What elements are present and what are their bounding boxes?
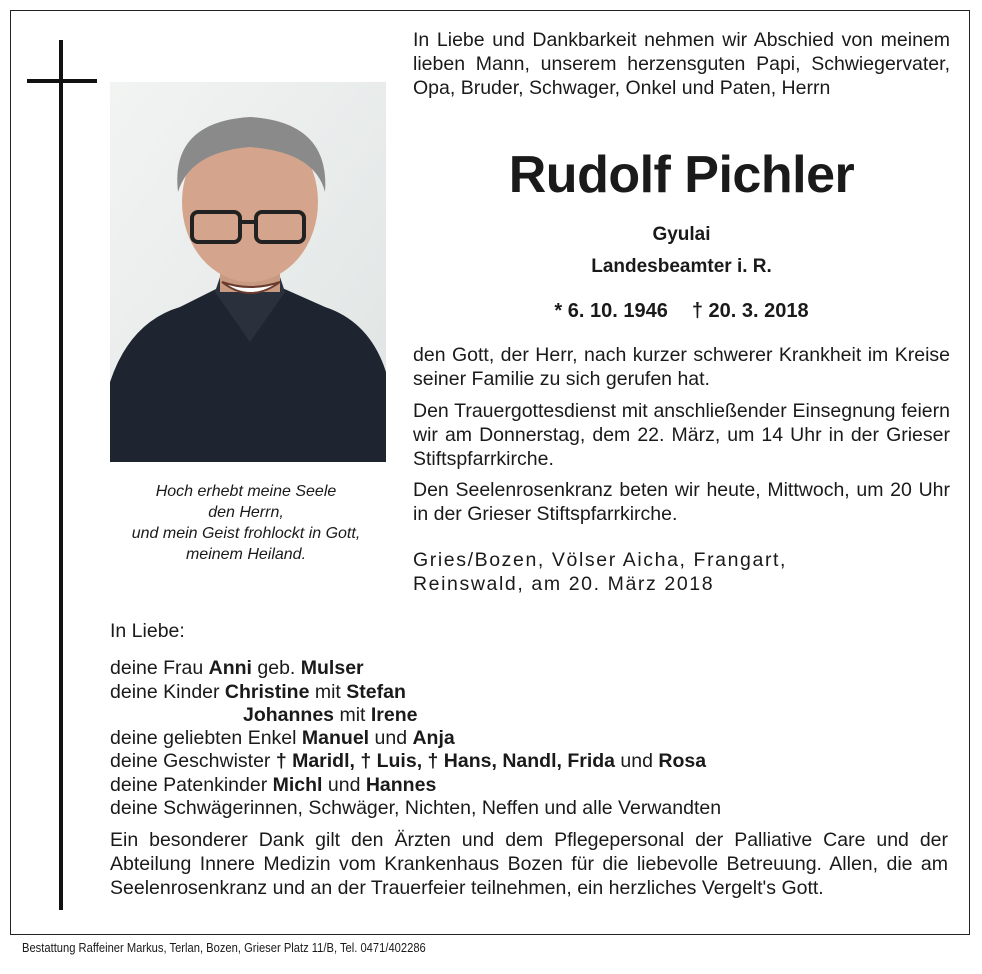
- list-item: deine geliebten Enkel Manuel und Anja: [110, 727, 455, 750]
- quote-line: Hoch erhebt meine Seele: [155, 483, 337, 500]
- place-date: [413, 548, 950, 596]
- quote-line: und mein Geist frohlockt in Gott,: [131, 525, 361, 542]
- place-line: Gries/Bozen, Völser Aicha, Frangart,: [413, 549, 788, 571]
- deceased-name: Rudolf Pichler: [508, 146, 855, 204]
- thanks-paragraph: Ein besonderer Dank gilt den Ärzten und dem Pflegepersonal der Palliative Care und der Abteilung Innere Medizin vom Krankenhaus Bozen für die liebevolle Betreuung. Allen, die am Seelenrosenkranz und an der Trauerfeier teilnehmen, ein herzliches Vergelt's Gott.: [110, 829, 948, 899]
- nickname: Gyulai: [652, 224, 711, 245]
- list-item: Johannes mit Irene: [243, 703, 418, 726]
- survivors-heading: In Liebe:: [110, 620, 185, 642]
- paragraph-funeral: Den Trauergottesdienst mit anschließender Einsegnung feiern wir am Donnerstag, dem 22. März, um 14 Uhr in der Grieser Stiftspfarrkirche.: [413, 400, 950, 470]
- funeral-home-footer: Bestattung Raffeiner Markus, Terlan, Bozen, Grieser Platz 11/B, Tel. 0471/402286: [22, 940, 426, 955]
- list-item: deine Patenkinder Michl und Hannes: [110, 773, 437, 796]
- list-item: deine Schwägerinnen, Schwäger, Nichten, Neffen und alle Verwandten: [110, 797, 722, 820]
- list-item: deine Frau Anni geb. Mulser: [110, 657, 364, 680]
- cross-horizontal-icon: [27, 79, 97, 83]
- cross-vertical-icon: [59, 40, 63, 910]
- portrait-photo: [110, 82, 386, 462]
- place-line: Reinswald, am 20. März 2018: [413, 573, 715, 595]
- profession: Landesbeamter i. R.: [591, 256, 772, 277]
- intro-text: In Liebe und Dankbarkeit nehmen wir Abschied von meinem lieben Mann, unserem herzensguten Papi, Schwiegervater, Opa, Bruder, Schwager, Onkel und Paten, Herrn: [413, 29, 950, 99]
- list-item: deine Geschwister † Maridl, † Luis, † Hans, Nandl, Frida und Rosa: [110, 750, 707, 773]
- survivors-list: [110, 620, 950, 820]
- bible-quote: [96, 481, 396, 565]
- death-date: † 20. 3. 2018: [691, 300, 809, 322]
- birth-date: * 6. 10. 1946: [554, 300, 668, 322]
- life-dates: [413, 300, 950, 323]
- quote-line: meinem Heiland.: [185, 546, 307, 563]
- list-item: deine Kinder Christine mit Stefan: [110, 680, 406, 703]
- paragraph-death: den Gott, der Herr, nach kurzer schwerer Krankheit im Kreise seiner Familie zu sich gerufen hat.: [413, 344, 950, 390]
- paragraph-rosary: Den Seelenrosenkranz beten wir heute, Mittwoch, um 20 Uhr in der Grieser Stiftspfarrkirche.: [413, 479, 950, 525]
- quote-line: den Herrn,: [208, 504, 284, 521]
